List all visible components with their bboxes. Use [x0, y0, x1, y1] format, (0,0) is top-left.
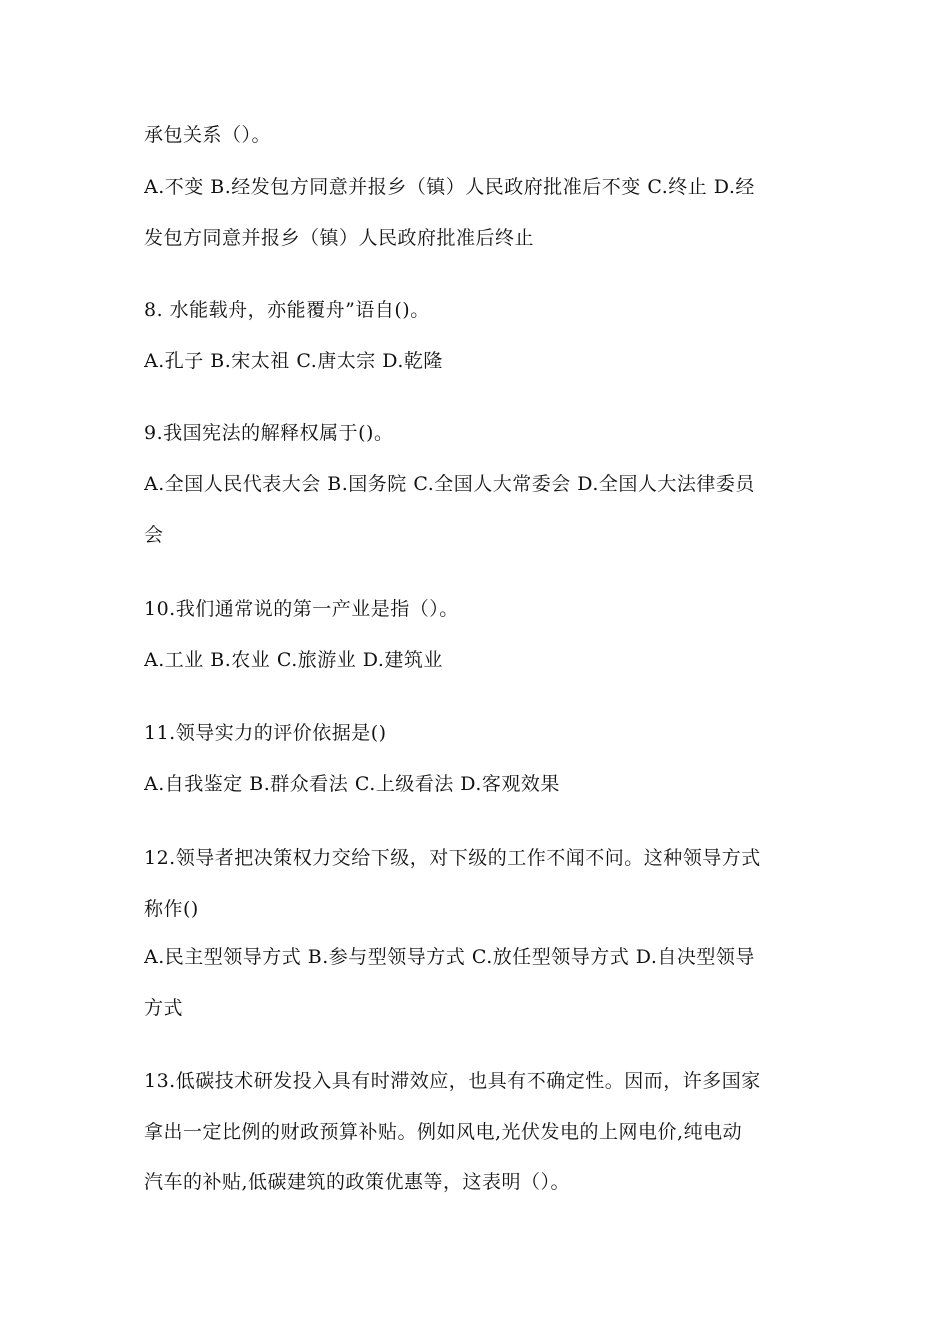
options-9: A.全国人民代表大会 B.国务院 C.全国人大常委会 D.全国人大法律委员 — [144, 473, 755, 495]
question-10: 10.我们通常说的第一产业是指（）。 — [144, 598, 459, 620]
text-line: 汽车的补贴,低碳建筑的政策优惠等，这表明（）。 — [144, 1171, 571, 1193]
text-line: 称作() — [144, 898, 199, 920]
question-8: 8. 水能载舟，亦能覆舟”语自()。 — [144, 299, 430, 321]
text-line: 承包关系（）。 — [144, 124, 272, 146]
text-line: 发包方同意并报乡（镇）人民政府批准后终止 — [144, 227, 535, 249]
options-12: A.民主型领导方式 B.参与型领导方式 C.放任型领导方式 D.自决型领导 — [144, 946, 755, 968]
question-11: 11.领导实力的评价依据是() — [144, 722, 387, 744]
text-line: 会 — [144, 524, 164, 546]
question-13: 13.低碳技术研发投入具有时滞效应，也具有不确定性。因而，许多国家 — [144, 1070, 761, 1092]
text-line: A.不变 B.经发包方同意并报乡（镇）人民政府批准后不变 C.终止 D.经 — [144, 176, 755, 198]
question-9: 9.我国宪法的解释权属于()。 — [144, 422, 394, 444]
question-12: 12.领导者把决策权力交给下级，对下级的工作不闻不问。这种领导方式 — [144, 847, 761, 869]
text-line: 方式 — [144, 997, 184, 1019]
options-10: A.工业 B.农业 C.旅游业 D.建筑业 — [144, 649, 443, 671]
options-11: A.自我鉴定 B.群众看法 C.上级看法 D.客观效果 — [144, 773, 560, 795]
text-line: 拿出一定比例的财政预算补贴。例如风电,光伏发电的上网电价,纯电动 — [144, 1121, 743, 1143]
options-8: A.孔子 B.宋太祖 C.唐太宗 D.乾隆 — [144, 350, 443, 372]
